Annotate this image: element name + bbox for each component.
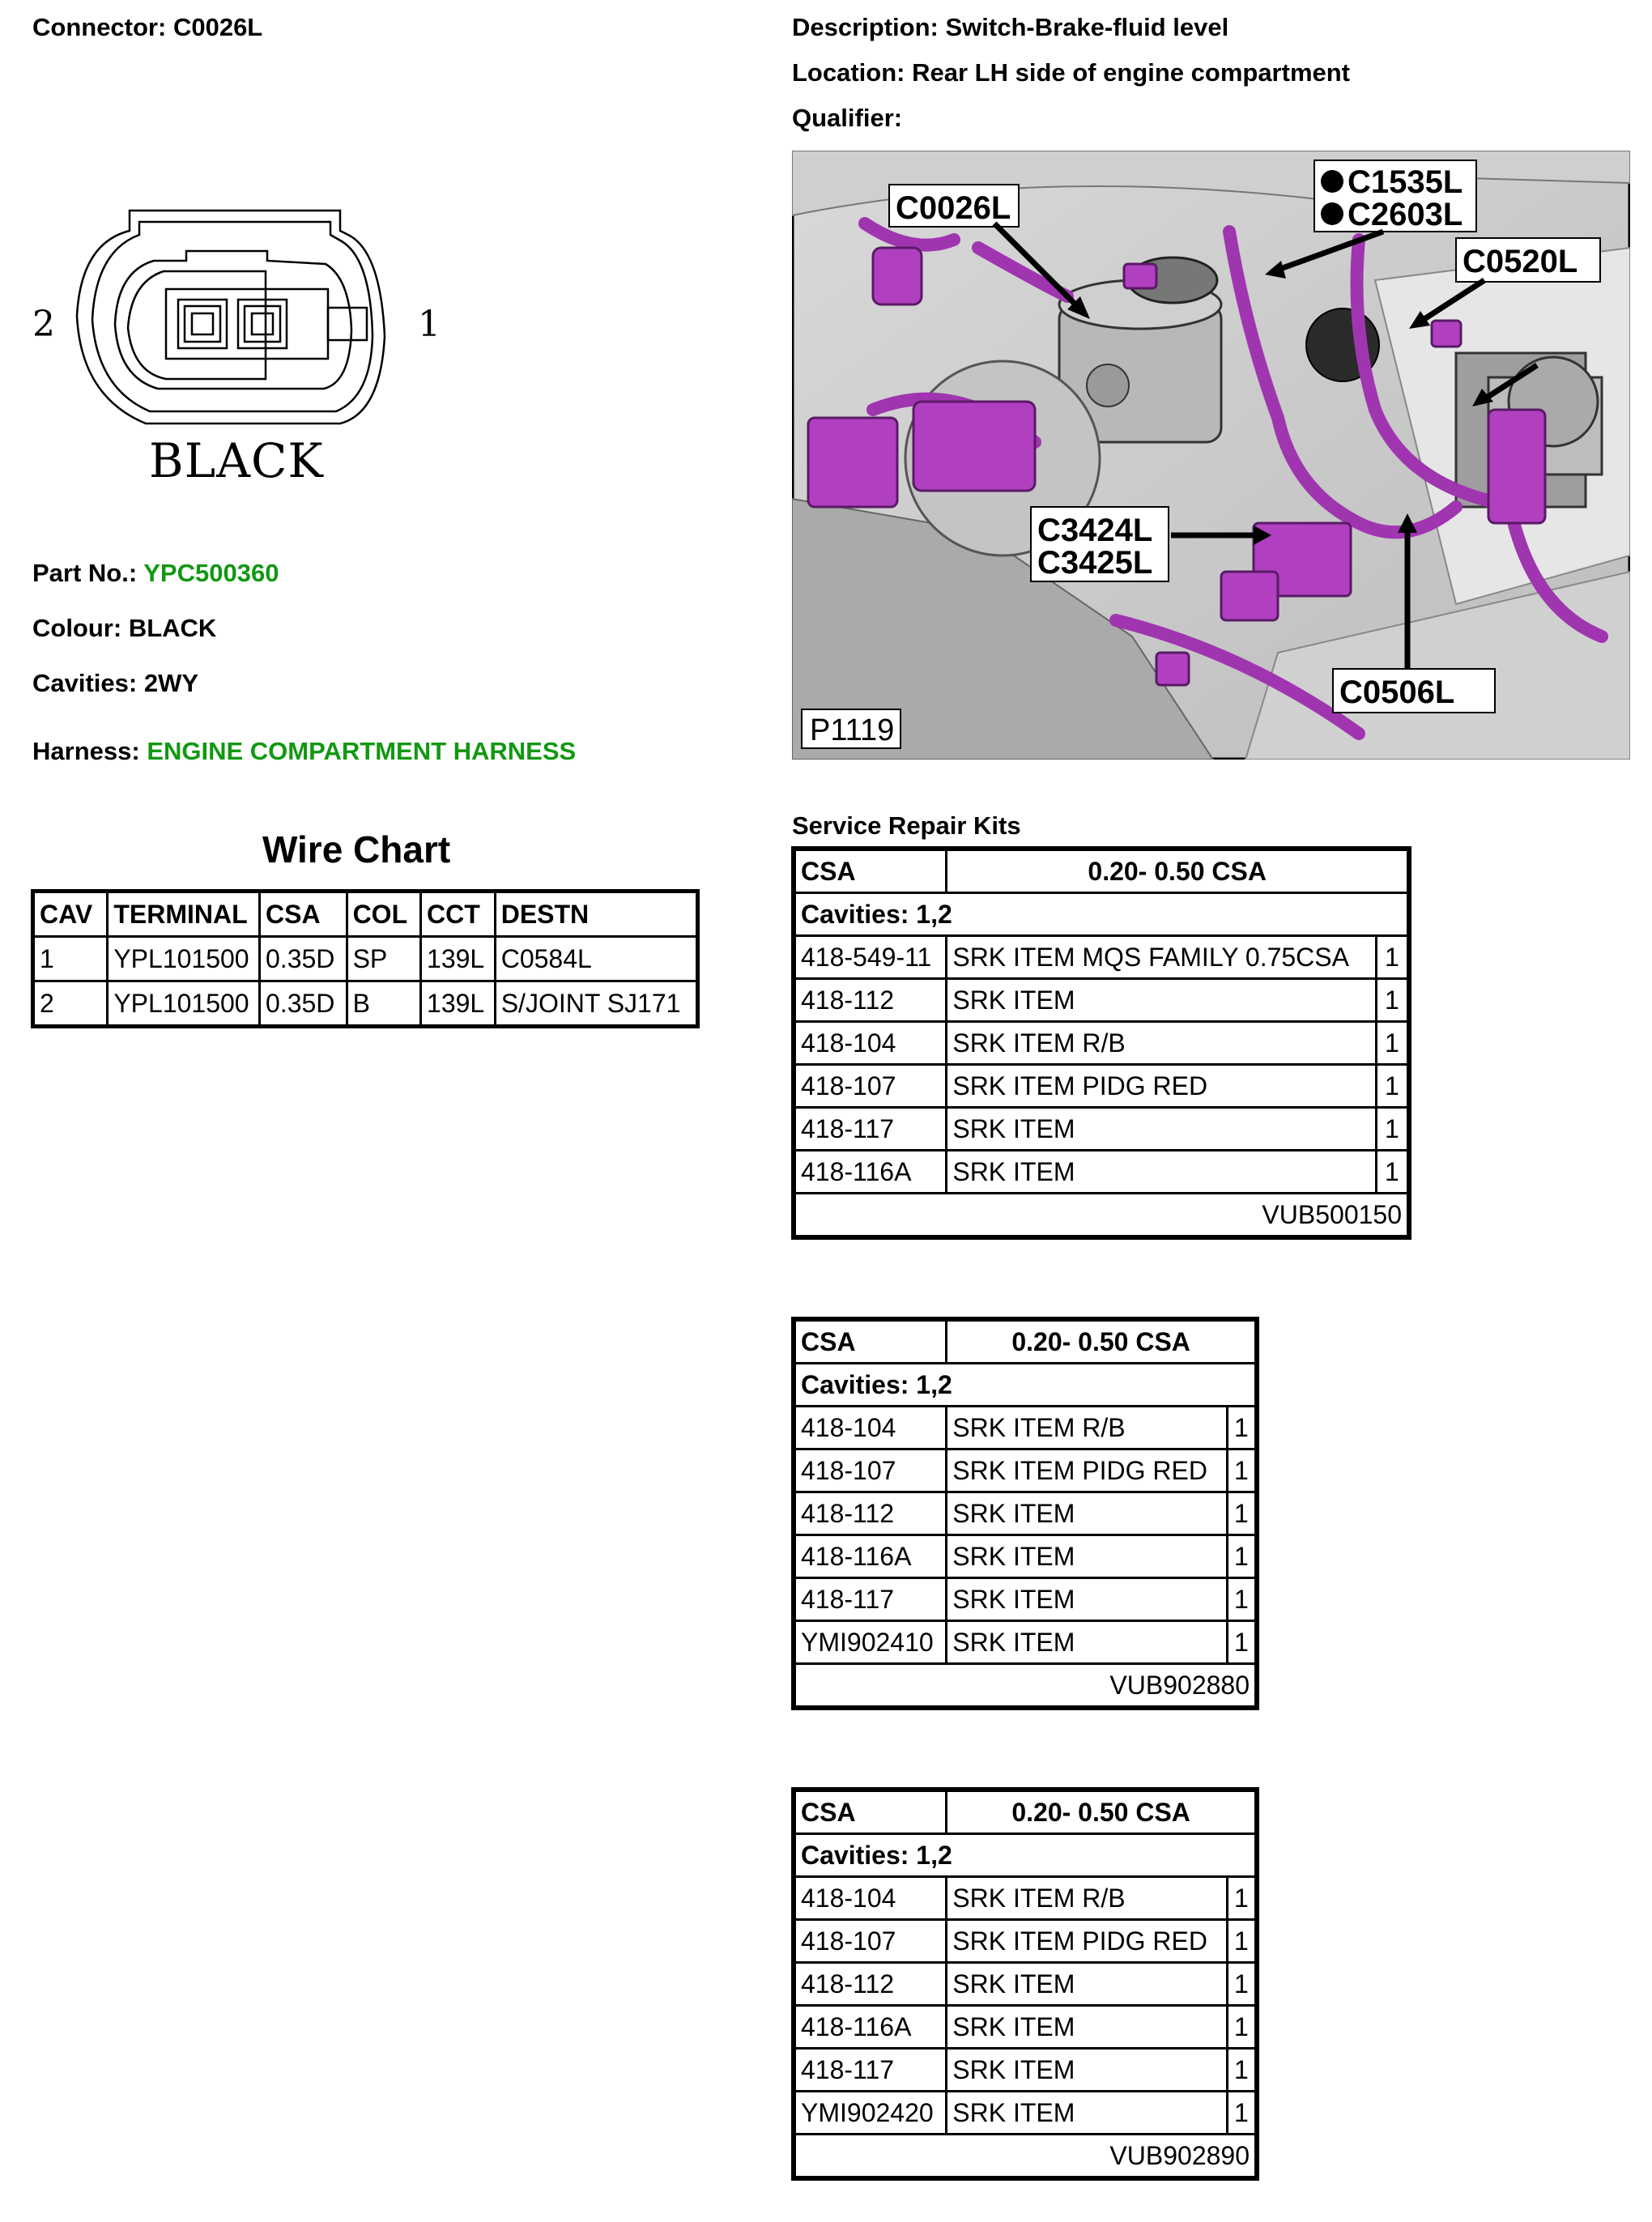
kit-item-part: 418-117 — [795, 2049, 947, 2092]
photo-callout-c0026l: C0026L — [896, 190, 1011, 226]
colour-label: Colour: — [32, 614, 122, 642]
kit-csa-row — [795, 850, 1408, 893]
kit-number: VUB902890 — [795, 2135, 1256, 2177]
wire-cell-csa: 0.35D — [260, 981, 347, 1026]
diagram-colour-label: BLACK — [149, 433, 324, 488]
kit-item-part: 418-117 — [795, 1578, 947, 1621]
photo-callout-c3424l: C3424L — [1037, 513, 1153, 548]
kit-item-desc: SRK ITEM — [947, 2092, 1228, 2135]
kit-item-part: 418-117 — [795, 1108, 947, 1151]
kit-item-qty: 1 — [1376, 979, 1407, 1022]
connector-line — [32, 13, 262, 42]
pin-number-1: 1 — [418, 304, 441, 345]
colour-value: BLACK — [128, 614, 217, 642]
wire-cell-destn: S/JOINT SJ171 — [495, 981, 696, 1026]
kit-item-part: 418-107 — [795, 1449, 947, 1492]
kit-item-qty: 1 — [1376, 1065, 1407, 1108]
table-row — [34, 981, 697, 1026]
wire-cell-destn: C0584L — [495, 937, 696, 981]
kit-item-desc: SRK ITEM — [947, 1578, 1228, 1621]
kit-number-row — [795, 2135, 1256, 2177]
kit-number-row — [795, 1194, 1408, 1237]
repair-kit-table-1 — [794, 849, 1409, 1237]
kit-item-desc: SRK ITEM PIDG RED — [947, 1449, 1228, 1492]
kit-item-qty: 1 — [1227, 1920, 1255, 1963]
description-value: Switch-Brake-fluid level — [945, 13, 1229, 41]
table-row — [795, 1578, 1256, 1621]
table-row — [795, 1449, 1256, 1492]
kit-item-desc: SRK ITEM PIDG RED — [947, 1920, 1228, 1963]
qualifier-line — [792, 104, 902, 133]
table-row — [795, 1151, 1408, 1194]
wire-header-destn: DESTN — [495, 892, 696, 937]
kit-csa-label: CSA — [795, 1791, 947, 1834]
table-row — [795, 1920, 1256, 1963]
harness-link[interactable]: ENGINE COMPARTMENT HARNESS — [147, 737, 577, 765]
kit-item-desc: SRK ITEM — [947, 1492, 1228, 1535]
part-number-line — [32, 559, 279, 588]
kit-number: VUB500150 — [795, 1194, 1408, 1237]
kit-item-qty: 1 — [1376, 1151, 1407, 1194]
colour-line — [32, 614, 216, 643]
table-row — [795, 1963, 1256, 2006]
wire-chart-title: Wire Chart — [262, 828, 451, 870]
kit-csa-label: CSA — [795, 850, 947, 893]
kit-item-qty: 1 — [1227, 1578, 1255, 1621]
kit-item-desc: SRK ITEM MQS FAMILY 0.75CSA — [947, 936, 1376, 979]
part-number-link[interactable]: YPC500360 — [143, 559, 279, 587]
table-row — [795, 1492, 1256, 1535]
kit-item-qty: 1 — [1376, 936, 1407, 979]
kit-item-part: 418-104 — [795, 1022, 947, 1065]
table-row — [795, 1022, 1408, 1065]
kit-cavities: Cavities: 1,2 — [795, 1834, 1256, 1877]
kit-item-desc: SRK ITEM — [947, 1535, 1228, 1578]
table-row — [795, 936, 1408, 979]
kit-cavities-row — [795, 893, 1408, 936]
photo-callout-c3425l: C3425L — [1037, 545, 1153, 581]
kit-item-part: 418-112 — [795, 1963, 947, 2006]
kit-item-desc: SRK ITEM — [947, 1151, 1376, 1194]
photo-callout-c0520l: C0520L — [1463, 244, 1578, 279]
kit-item-desc: SRK ITEM — [947, 2006, 1228, 2049]
kit-item-qty: 1 — [1227, 2092, 1255, 2135]
harness-line — [32, 737, 576, 766]
table-row — [795, 1877, 1256, 1920]
location-value: Rear LH side of engine compartment — [912, 58, 1351, 87]
wire-cell-terminal: YPL101500 — [108, 981, 260, 1026]
harness-label: Harness: — [32, 737, 140, 765]
wire-header-cct: CCT — [421, 892, 496, 937]
table-row — [795, 1621, 1256, 1664]
kit-item-qty: 1 — [1227, 1877, 1255, 1920]
kit-item-desc: SRK ITEM R/B — [947, 1022, 1376, 1065]
table-row — [34, 937, 697, 981]
kit-item-part: 418-104 — [795, 1877, 947, 1920]
connector-id: C0026L — [172, 13, 263, 41]
kit-item-desc: SRK ITEM R/B — [947, 1407, 1228, 1449]
wire-cell-cav: 1 — [34, 937, 108, 981]
kit-item-part: YMI902410 — [795, 1621, 947, 1664]
photo-callout-c1535l: C1535L — [1348, 164, 1463, 200]
wire-cell-cct: 139L — [421, 937, 496, 981]
photo-reference: P1119 — [810, 713, 895, 747]
wire-header-terminal: TERMINAL — [108, 892, 260, 937]
repair-kit-table-3 — [794, 1790, 1257, 2178]
kit-item-desc: SRK ITEM R/B — [947, 1877, 1228, 1920]
kit-item-part: 418-116A — [795, 2006, 947, 2049]
kit-number-row — [795, 1664, 1256, 1707]
kit-item-part: 418-549-11 — [795, 936, 947, 979]
cavities-label: Cavities: — [32, 669, 138, 697]
location-line — [792, 58, 1350, 87]
part-number-label: Part No.: — [32, 559, 138, 587]
kit-item-qty: 1 — [1227, 1535, 1255, 1578]
wire-cell-cav: 2 — [34, 981, 108, 1026]
wire-header-csa: CSA — [260, 892, 347, 937]
kit-item-qty: 1 — [1376, 1108, 1407, 1151]
kit-item-qty: 1 — [1227, 1492, 1255, 1535]
kit-item-part: 418-107 — [795, 1920, 947, 1963]
description-label: Description: — [792, 13, 939, 41]
kit-item-desc: SRK ITEM — [947, 1621, 1228, 1664]
cavities-line — [32, 669, 198, 698]
wire-cell-col: B — [347, 981, 420, 1026]
description-line — [792, 13, 1228, 42]
table-row — [795, 1535, 1256, 1578]
kit-cavities-row — [795, 1364, 1256, 1407]
wire-cell-terminal: YPL101500 — [108, 937, 260, 981]
photo-callout-c0506l: C0506L — [1339, 675, 1455, 710]
kit-item-part: 418-104 — [795, 1407, 947, 1449]
wire-cell-csa: 0.35D — [260, 937, 347, 981]
kit-item-qty: 1 — [1227, 1449, 1255, 1492]
kit-cavities-row — [795, 1834, 1256, 1877]
kit-item-part: 418-112 — [795, 1492, 947, 1535]
repair-kit-table-2 — [794, 1319, 1257, 1708]
kit-csa-value: 0.20- 0.50 CSA — [947, 1791, 1256, 1834]
kit-item-part: 418-116A — [795, 1535, 947, 1578]
kit-item-desc: SRK ITEM — [947, 1963, 1228, 2006]
cavities-value: 2WY — [143, 669, 199, 697]
table-row — [795, 1407, 1256, 1449]
kit-item-qty: 1 — [1227, 1407, 1255, 1449]
kit-item-qty: 1 — [1227, 1963, 1255, 2006]
kit-csa-value: 0.20- 0.50 CSA — [947, 1321, 1256, 1364]
kit-cavities: Cavities: 1,2 — [795, 893, 1408, 936]
wire-chart-table — [32, 891, 698, 1027]
kit-item-desc: SRK ITEM — [947, 979, 1376, 1022]
kit-csa-row — [795, 1321, 1256, 1364]
wire-cell-cct: 139L — [421, 981, 496, 1026]
location-label: Location: — [792, 58, 905, 87]
kit-csa-label: CSA — [795, 1321, 947, 1364]
wire-cell-col: SP — [347, 937, 420, 981]
kit-item-qty: 1 — [1376, 1022, 1407, 1065]
kit-item-qty: 1 — [1227, 2006, 1255, 2049]
wire-header-cav: CAV — [34, 892, 108, 937]
table-row — [795, 1065, 1408, 1108]
qualifier-label: Qualifier: — [792, 104, 903, 132]
table-row — [795, 2006, 1256, 2049]
kit-cavities: Cavities: 1,2 — [795, 1364, 1256, 1407]
photo-callout-c2603l: C2603L — [1348, 197, 1463, 232]
connector-label: Connector: — [32, 13, 167, 41]
kit-item-desc: SRK ITEM PIDG RED — [947, 1065, 1376, 1108]
table-row — [795, 2049, 1256, 2092]
kit-item-desc: SRK ITEM — [947, 2049, 1228, 2092]
repair-kits-title: Service Repair Kits — [792, 811, 1021, 840]
table-row — [795, 2092, 1256, 2135]
kit-item-part: 418-112 — [795, 979, 947, 1022]
pin-number-2: 2 — [32, 304, 55, 345]
wire-chart-header-row — [34, 892, 697, 937]
kit-csa-row — [795, 1791, 1256, 1834]
kit-item-part: 418-107 — [795, 1065, 947, 1108]
kit-item-part: YMI902420 — [795, 2092, 947, 2135]
kit-item-desc: SRK ITEM — [947, 1108, 1376, 1151]
wire-header-col: COL — [347, 892, 420, 937]
kit-item-qty: 1 — [1227, 2049, 1255, 2092]
kit-number: VUB902880 — [795, 1664, 1256, 1707]
kit-csa-value: 0.20- 0.50 CSA — [947, 850, 1408, 893]
kit-item-qty: 1 — [1227, 1621, 1255, 1664]
table-row — [795, 1108, 1408, 1151]
kit-item-part: 418-116A — [795, 1151, 947, 1194]
table-row — [795, 979, 1408, 1022]
location-photo — [792, 151, 1630, 760]
